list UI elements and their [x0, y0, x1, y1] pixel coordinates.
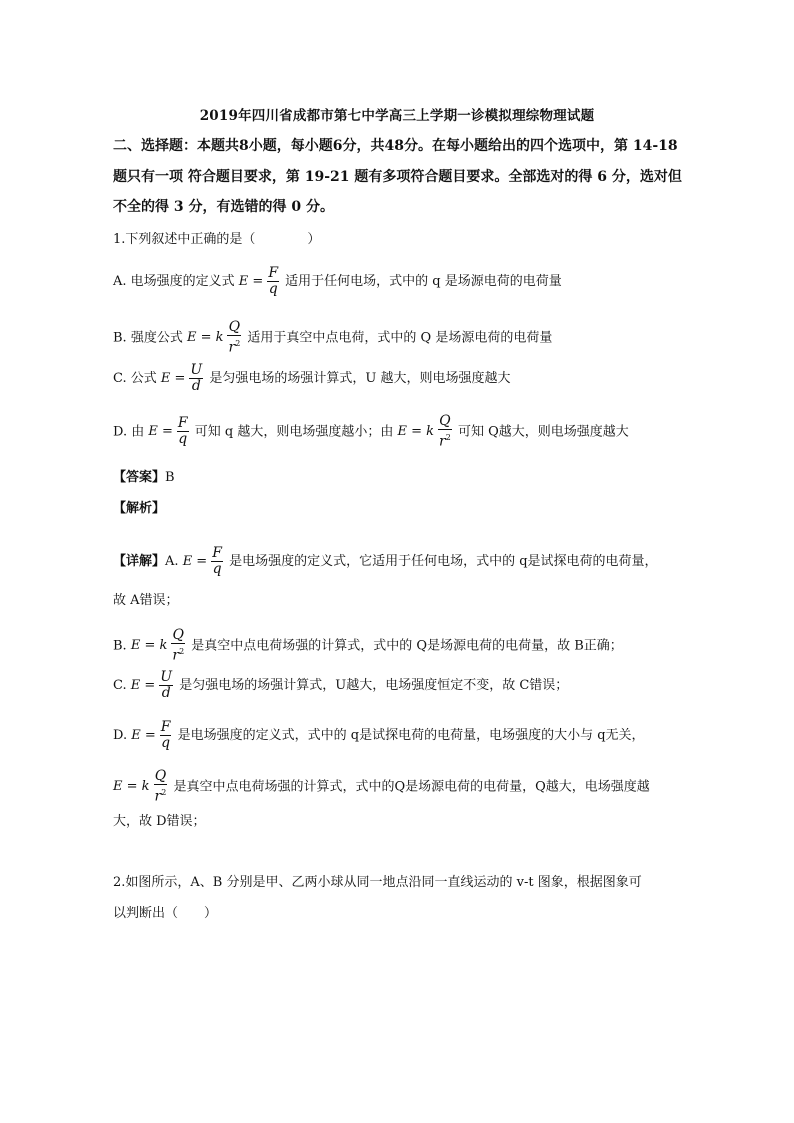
question-2-line-1: 2.如图所示，A、B 分别是甲、乙两小球从同一地点沿同一直线运动的 v-t 图象，根据图象可 [113, 875, 642, 890]
option-a-prefix: A. 电场强度的定义式 [113, 274, 235, 289]
formula-e-f-over-q: E = $\frac{F}{q}$ [182, 545, 222, 577]
detail-d: D. E = $\frac{F}{q}$ 是电场强度的定义式，式中的 q是试探电荷的电荷量，电场强度的大小与 q无关， [113, 719, 645, 751]
option-b-prefix: B. 强度公式 [113, 330, 187, 346]
detail-d-continued: 大，故 D错误； [113, 814, 206, 829]
option-b [113, 320, 552, 356]
detail-b-text: 是真空中点电荷场强的计算式，式中的 Q是场源电荷的电荷量，故 B正确； [191, 638, 623, 654]
option-a-text: 适用于任何电场，式中的 q 是场源电荷的电荷量 [285, 274, 562, 289]
detail-a-text: 是电场强度的定义式，它适用于任何电场，式中的 q是试探电荷的电荷量， [229, 554, 658, 569]
answer-label: 【答案】 [113, 470, 166, 485]
detail-label: 【详解】 [113, 554, 166, 569]
answer-line [113, 469, 175, 487]
document-title: 2019年四川省成都市第七中学高三上学期一诊模拟理综物理试题 [199, 108, 595, 124]
detail-b: B. E = k $\frac{Q}{r^2}$ 是真空中点电荷场强的计算式，式中的 Q是场源电荷的电荷量，故 B正确； [113, 627, 623, 664]
formula-e-f-over-q: E = $\frac{F}{q}$ [238, 265, 279, 297]
formula-e-kq-over-r2: E = k $\frac{Q}{r^2}$ [397, 413, 451, 450]
formula-e-f-over-q: E = $\frac{F}{q}$ [131, 719, 171, 751]
option-c-text: 是匀强电场的场强计算式，U 越大，则电场强度越大 [209, 371, 511, 386]
detail-d-second-text: 是真空中点电荷场强的计算式，式中的Q是场源电荷的电荷量，Q越大，电场强度越 [173, 779, 650, 795]
question-1-stem: 1.下列叙述中正确的是（ ） [113, 232, 321, 247]
answer-value: B [165, 470, 175, 485]
option-d-prefix: D. 由 [113, 424, 145, 440]
section-heading-line-1: 二、选择题：本题共8小题，每小题6分，共48分。在每小题给出的四个选项中，第 14-18 [113, 138, 678, 154]
section-heading-line-3: 不全的得 3 分，有选错的得 0 分。 [113, 199, 334, 215]
formula-e-kq-over-r2: E = k $\frac{Q}{r^2}$ [186, 319, 241, 356]
formula-e-u-over-d: E = $\frac{U}{d}$ [160, 362, 203, 394]
formula-e-kq-over-r2: E = k $\frac{Q}{r^2}$ [130, 627, 185, 664]
detail-c: C. E = $\frac{U}{d}$ 是匀强电场的场强计算式，U越大，电场强度恒定不变，故 C错误； [113, 669, 569, 701]
option-c-prefix: C. 公式 [113, 371, 157, 386]
analysis-label: 【解析】 [113, 501, 166, 516]
option-c [113, 363, 510, 394]
question-2-line-2: 以判断出（ ） [113, 906, 218, 921]
section-heading-line-2: 题只有一项 符合题目要求，第 19-21 题有多项符合题目要求。全部选对的得 6 分，选对但 [113, 169, 682, 185]
option-a [113, 266, 562, 297]
detail-a-continued: 故 A错误； [113, 593, 179, 608]
detail-a: 【详解】A. E = $\frac{F}{q}$ 是电场强度的定义式，它适用于任何电场，式中的 q是试探电荷的电荷量， [113, 545, 658, 577]
formula-e-kq-over-r2: E = k $\frac{Q}{r^2}$ [113, 768, 167, 805]
formula-e-u-over-d: E = $\frac{U}{d}$ [130, 669, 173, 701]
option-d-text: 可知 Q越大，则电场强度越大 [457, 424, 629, 440]
option-b-text: 适用于真空中点电荷，式中的 Q 是场源电荷的电荷量 [247, 330, 553, 346]
formula-e-f-over-q: E = $\frac{F}{q}$ [148, 415, 188, 448]
detail-d-text: 是电场强度的定义式，式中的 q是试探电荷的电荷量，电场强度的大小与 q无关， [177, 728, 645, 743]
option-d-middle: 可知 q 越大，则电场强度越小；由 [194, 424, 394, 440]
detail-c-text: 是匀强电场的场强计算式，U越大，电场强度恒定不变，故 C错误； [179, 678, 569, 693]
option-d [113, 414, 629, 450]
detail-d-second [113, 769, 650, 805]
